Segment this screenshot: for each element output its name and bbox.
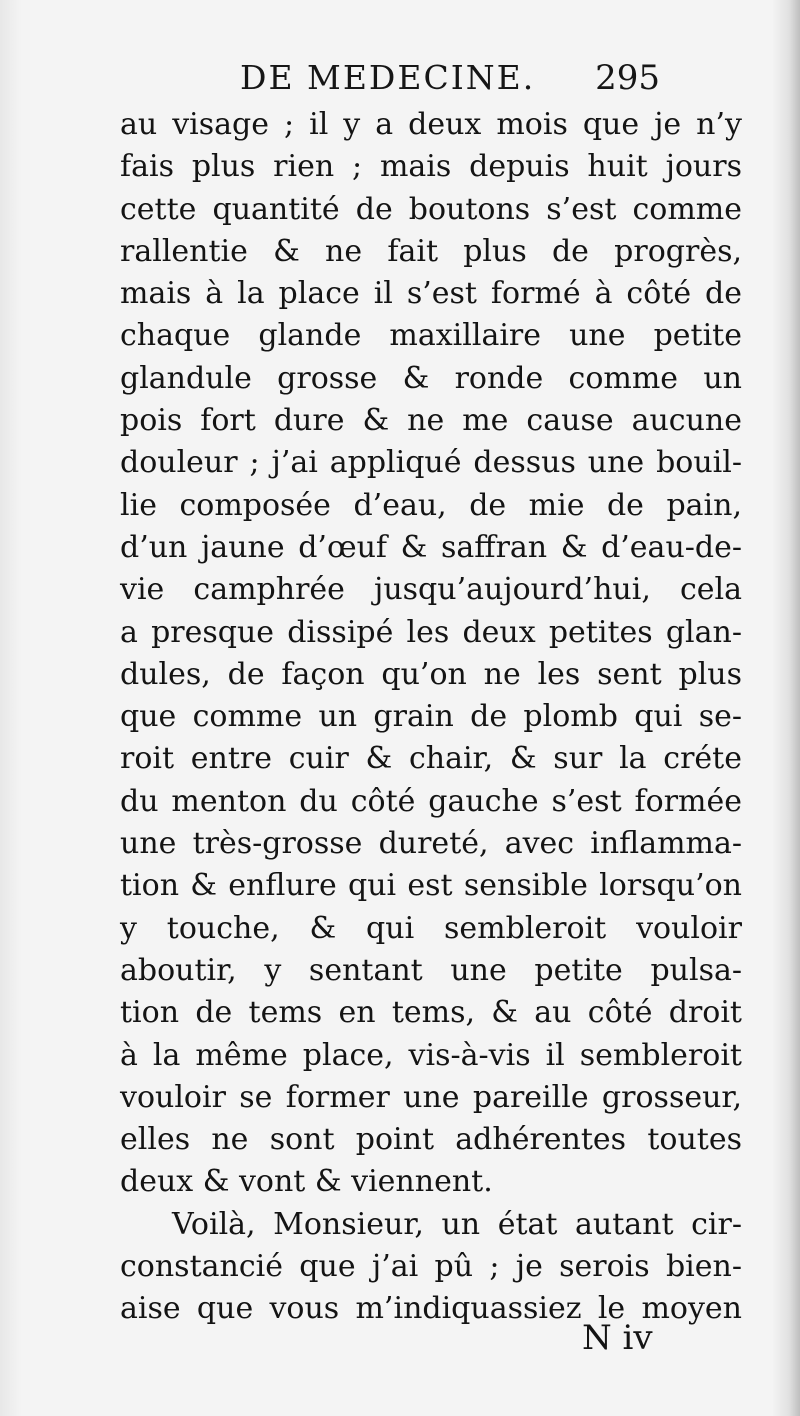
text-line: rallentie & ne fait plus de progrès,: [120, 233, 742, 269]
text-line: du menton du côté gauche s’est formée: [120, 783, 742, 819]
text-line-paragraph-end: deux & vont & viennent.: [120, 1164, 493, 1200]
text-line: tion & enflure qui est sensible lorsqu’on: [120, 868, 742, 904]
text-line: constancié que j’ai pû ; je serois bien-: [120, 1249, 742, 1285]
text-line: lie composée d’eau, de mie de pain,: [120, 487, 742, 523]
running-head: [240, 58, 660, 108]
text-line: a presque dissipé les deux petites glan-: [120, 614, 742, 650]
text-line: pois fort dure & ne me cause aucune: [120, 403, 742, 439]
text-line: glandule grosse & ronde comme un: [120, 360, 742, 396]
signature-mark: N iv: [582, 1318, 653, 1358]
text-line: fais plus rien ; mais depuis huit jours: [120, 149, 742, 185]
text-line: au visage ; il y a deux mois que je n’y: [120, 107, 742, 142]
text-line: elles ne sont point adhérentes toutes: [120, 1122, 742, 1158]
text-line: chaque glande maxillaire une petite: [120, 318, 742, 354]
running-title: DE MEDECINE.: [240, 58, 536, 97]
text-line: que comme un grain de plomb qui se-: [120, 699, 742, 735]
text-line: dules, de façon qu’on ne les sent plus: [120, 656, 742, 692]
text-line-paragraph-start: Voilà, Monsieur, un état autant cir-: [172, 1206, 742, 1242]
text-line: vie camphrée jusqu’aujourd’hui, cela: [120, 572, 742, 608]
text-line: d’un jaune d’œuf & saffran & d’eau-de-: [120, 529, 742, 565]
text-line: une très-grosse dureté, avec inflamma-: [120, 826, 742, 862]
text-line: mais à la place il s’est formé à côté de: [120, 276, 742, 312]
text-line: vouloir se former une pareille grosseur,: [120, 1079, 742, 1115]
text-line: roit entre cuir & chair, & sur la créte: [120, 741, 742, 777]
text-line: aboutir, y sentant une petite pulsa-: [120, 952, 742, 988]
body-text: [120, 104, 742, 1331]
page-number: 295: [595, 58, 660, 98]
text-line: tion de tems en tems, & au côté droit: [120, 995, 742, 1031]
text-line: douleur ; j’ai appliqué dessus une bouil-: [120, 445, 742, 481]
text-line: aise que vous m’indiquassiez le moyen: [120, 1291, 742, 1327]
text-line: y touche, & qui sembleroit vouloir: [120, 910, 742, 946]
text-line: cette quantité de boutons s’est comme: [120, 191, 742, 227]
text-line: à la même place, vis-à-vis il sembleroit: [120, 1037, 742, 1073]
